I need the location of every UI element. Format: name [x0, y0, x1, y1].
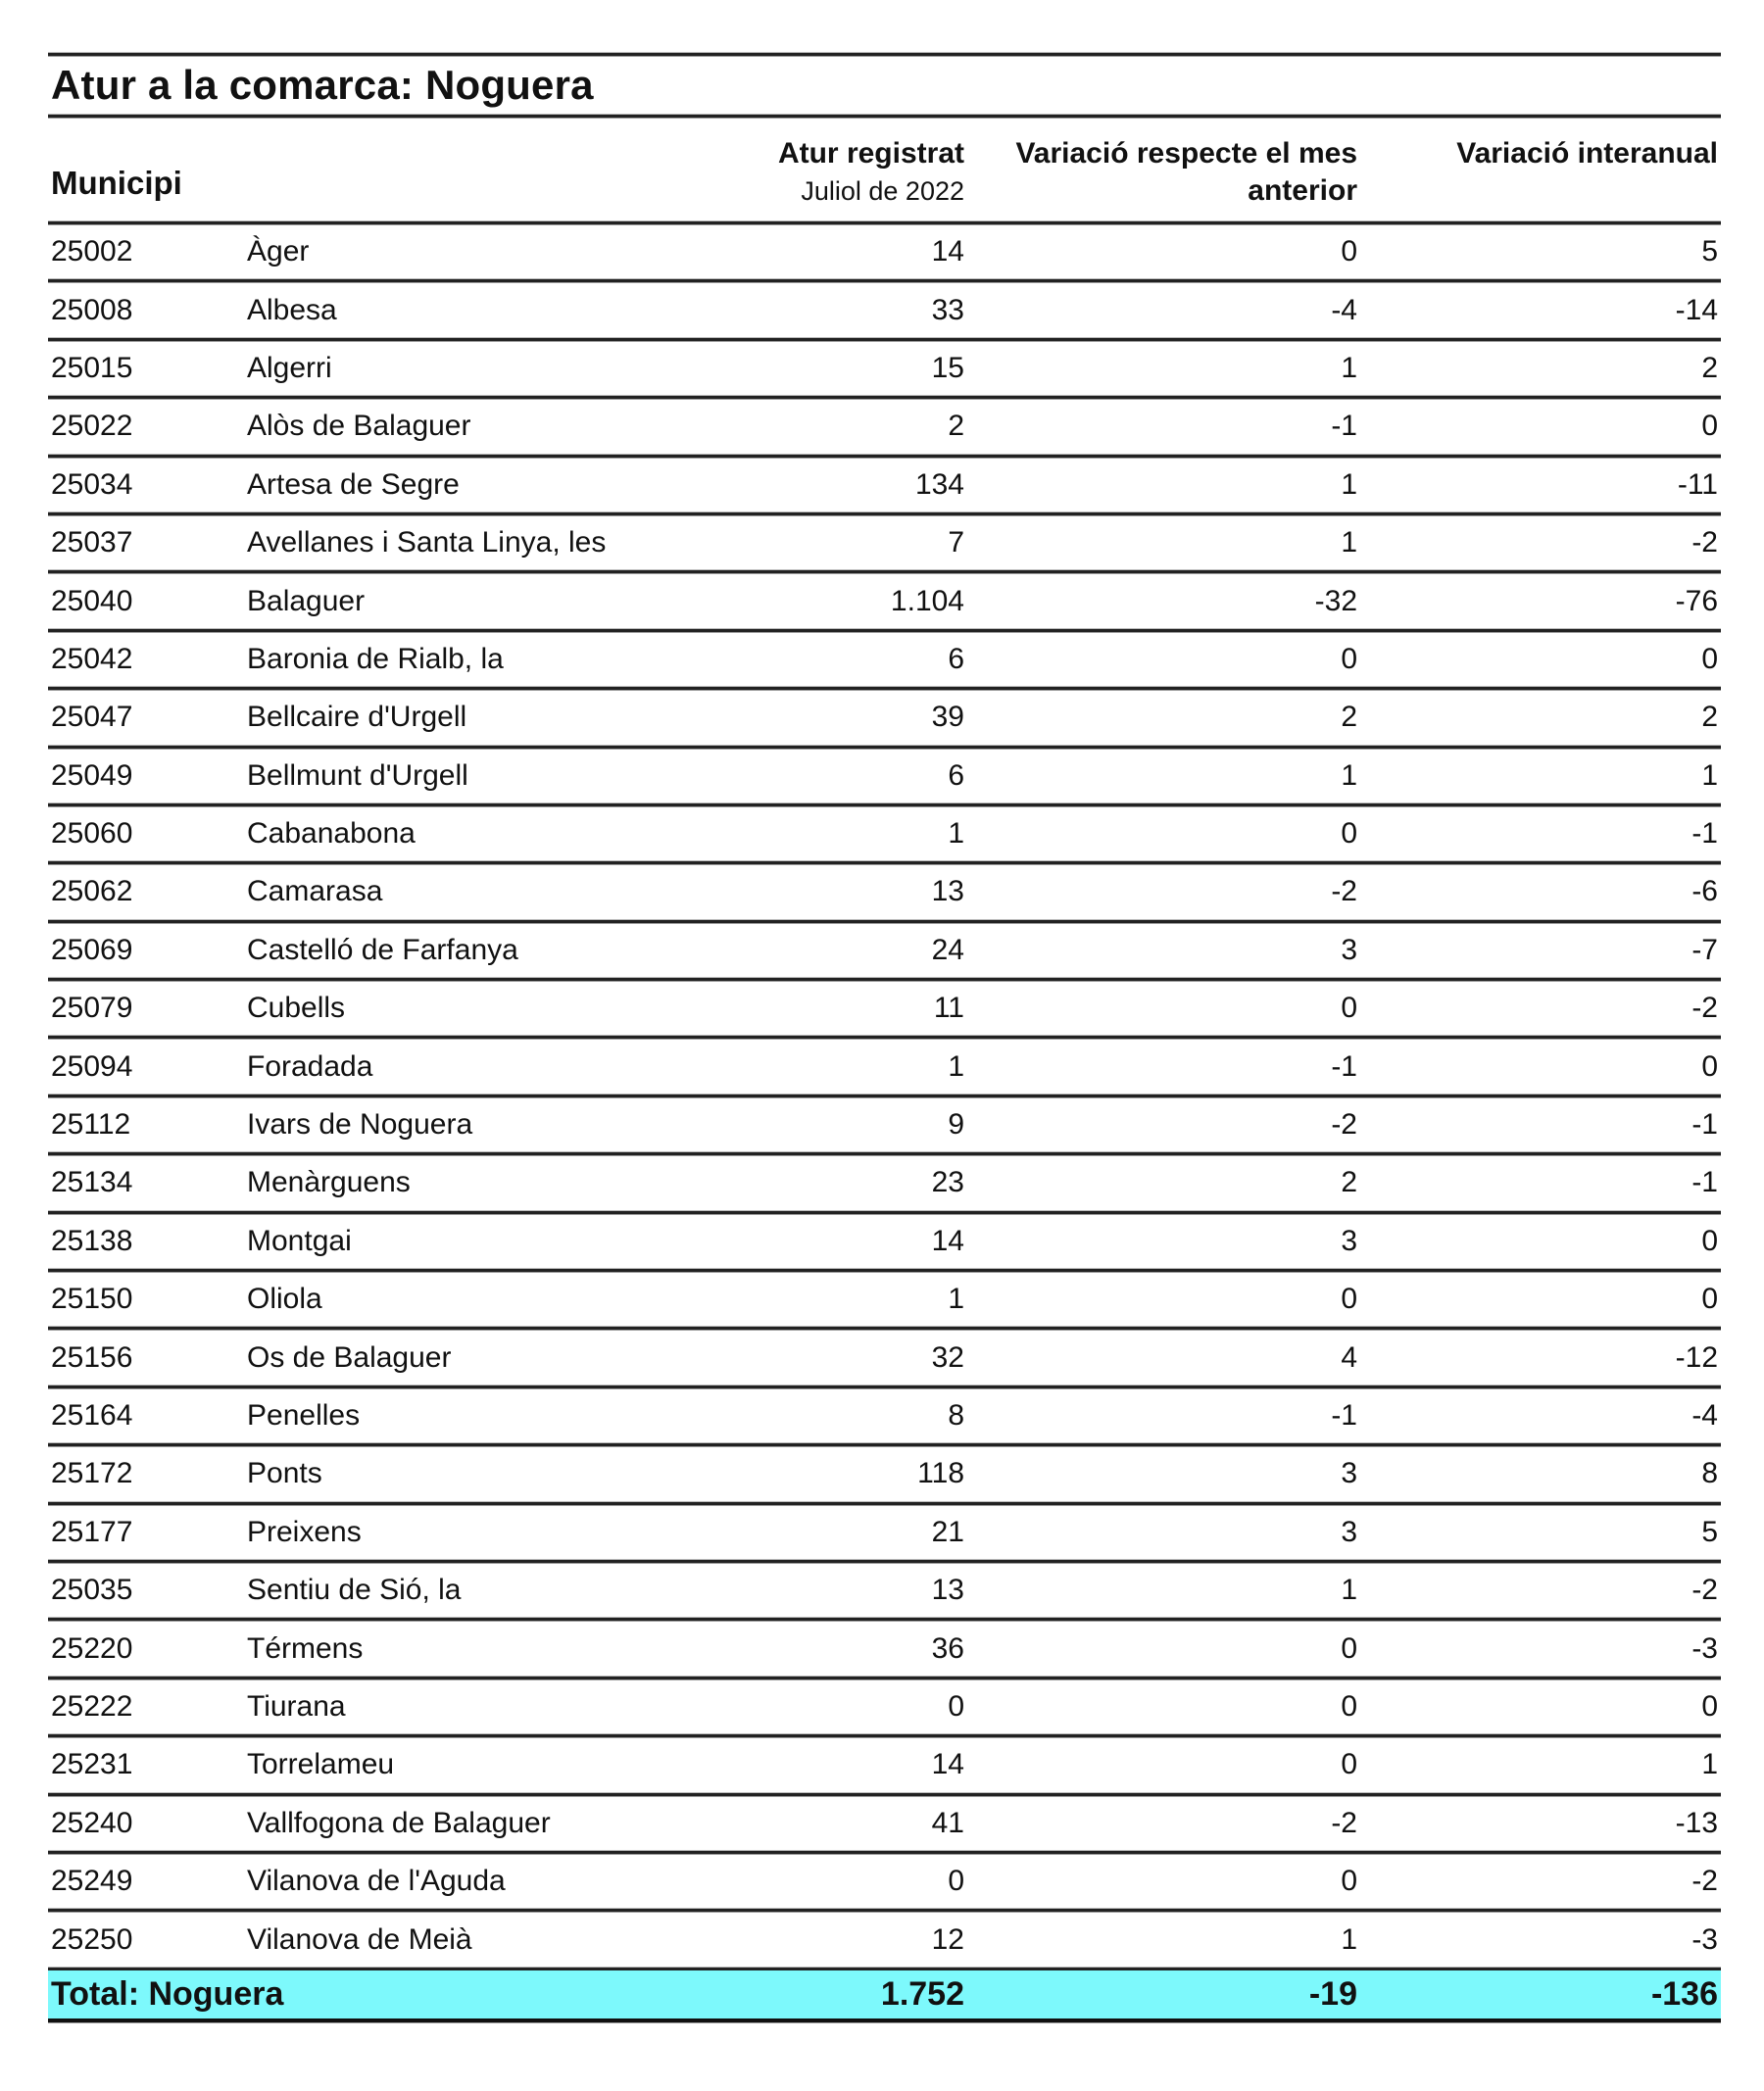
variacio-interanual-value: 1 — [1701, 1748, 1718, 1781]
variacio-interanual-value: -1 — [1691, 817, 1718, 851]
table-row — [48, 1330, 1721, 1385]
municipality-code: 25079 — [51, 992, 133, 1025]
variacio-mes-value: 4 — [1341, 1340, 1357, 1374]
variacio-mes-value: 0 — [1341, 1748, 1357, 1781]
table-row — [48, 749, 1721, 803]
variacio-mes-value: 0 — [1341, 1865, 1357, 1898]
table-row — [48, 690, 1721, 745]
variacio-mes-value: 2 — [1341, 1166, 1357, 1199]
total-atur: 1.752 — [880, 1974, 964, 2013]
municipality-code: 25069 — [51, 933, 133, 966]
municipality-code: 25222 — [51, 1689, 133, 1723]
atur-registrat-value: 14 — [931, 1224, 964, 1257]
municipality-name: Vilanova de Meià — [247, 1922, 472, 1956]
table-title: Atur a la comarca: Noguera — [51, 62, 594, 108]
table-row — [48, 1505, 1721, 1560]
variacio-interanual-value: -7 — [1691, 933, 1718, 966]
municipality-code: 25008 — [51, 293, 133, 326]
variacio-mes-value: 0 — [1341, 1283, 1357, 1316]
municipality-name: Ivars de Noguera — [247, 1108, 473, 1142]
municipality-name: Cabanabona — [247, 817, 416, 851]
atur-registrat-value: 1.104 — [890, 584, 964, 617]
table-row — [48, 515, 1721, 570]
table-row — [48, 341, 1721, 396]
variacio-mes-value: 0 — [1341, 235, 1357, 268]
municipality-name: Os de Balaguer — [247, 1340, 452, 1374]
atur-registrat-value: 1 — [948, 1049, 964, 1083]
variacio-mes-value: 0 — [1341, 1689, 1357, 1723]
variacio-mes-value: -2 — [1331, 1108, 1357, 1142]
municipality-code: 25138 — [51, 1224, 133, 1257]
table-row — [48, 981, 1721, 1036]
variacio-interanual-value: -11 — [1677, 467, 1718, 501]
atur-registrat-value: 14 — [931, 1748, 964, 1781]
table-row — [48, 399, 1721, 454]
municipality-code: 25042 — [51, 642, 133, 675]
municipality-code: 25177 — [51, 1515, 133, 1548]
table-row — [48, 1679, 1721, 1734]
atur-registrat-value: 13 — [931, 1574, 964, 1607]
atur-registrat-value: 0 — [948, 1689, 964, 1723]
atur-registrat-value: 9 — [948, 1108, 964, 1142]
table-row — [48, 1737, 1721, 1792]
variacio-interanual-value: 0 — [1701, 1283, 1718, 1316]
variacio-mes-value: 0 — [1341, 1631, 1357, 1665]
table-header — [48, 118, 1721, 221]
unemployment-table — [48, 53, 1721, 2022]
bottom-rule — [48, 2018, 1721, 2022]
variacio-mes-value: -1 — [1331, 1049, 1357, 1083]
municipality-name: Bellcaire d'Urgell — [247, 701, 467, 734]
municipality-code: 25047 — [51, 701, 133, 734]
atur-registrat-value: 15 — [931, 351, 964, 384]
variacio-interanual-value: 8 — [1701, 1457, 1718, 1490]
header-atur-label: Atur registrat — [777, 137, 964, 170]
atur-registrat-value: 14 — [931, 235, 964, 268]
municipality-code: 25220 — [51, 1631, 133, 1665]
variacio-mes-value: 3 — [1341, 1224, 1357, 1257]
atur-registrat-value: 7 — [948, 526, 964, 559]
municipality-name: Baronia de Rialb, la — [247, 642, 504, 675]
municipality-name: Vallfogona de Balaguer — [247, 1806, 551, 1839]
header-municipi: Municipi — [51, 165, 182, 201]
variacio-mes-value: 0 — [1341, 642, 1357, 675]
municipality-name: Camarasa — [247, 875, 383, 908]
municipality-code: 25112 — [51, 1108, 131, 1142]
table-row — [48, 1563, 1721, 1618]
variacio-mes-value: 1 — [1341, 467, 1357, 501]
atur-registrat-value: 1 — [948, 1283, 964, 1316]
municipality-code: 25156 — [51, 1340, 133, 1374]
municipality-code: 25037 — [51, 526, 133, 559]
variacio-mes-value: 3 — [1341, 1515, 1357, 1548]
variacio-mes-value: -4 — [1331, 293, 1357, 326]
table-row — [48, 1388, 1721, 1443]
municipality-code: 25094 — [51, 1049, 133, 1083]
variacio-interanual-value: -12 — [1675, 1340, 1718, 1374]
atur-registrat-value: 134 — [914, 467, 964, 501]
total-label: Total: Noguera — [51, 1974, 284, 2013]
variacio-mes-value: -1 — [1331, 1399, 1357, 1432]
municipality-code: 25249 — [51, 1865, 133, 1898]
table-row — [48, 1854, 1721, 1909]
municipality-name: Vilanova de l'Aguda — [247, 1865, 506, 1898]
municipality-name: Castelló de Farfanya — [247, 933, 518, 966]
variacio-interanual-value: 0 — [1701, 1689, 1718, 1723]
header-atur-period: Juliol de 2022 — [801, 176, 964, 206]
header-atur-registrat — [778, 135, 964, 210]
municipality-name: Oliola — [247, 1283, 322, 1316]
variacio-interanual-value: -2 — [1691, 526, 1718, 559]
variacio-interanual-value: 5 — [1701, 235, 1718, 268]
table-row — [48, 282, 1721, 337]
atur-registrat-value: 23 — [931, 1166, 964, 1199]
atur-registrat-value: 118 — [917, 1457, 964, 1490]
variacio-interanual-value: -4 — [1691, 1399, 1718, 1432]
municipality-code: 25049 — [51, 758, 133, 792]
variacio-interanual-value: 0 — [1701, 1224, 1718, 1257]
table-row — [48, 1214, 1721, 1269]
atur-registrat-value: 24 — [931, 933, 964, 966]
municipality-code: 25240 — [51, 1806, 133, 1839]
variacio-interanual-value: -13 — [1675, 1806, 1718, 1839]
atur-registrat-value: 36 — [931, 1631, 964, 1665]
variacio-interanual-value: -2 — [1691, 1574, 1718, 1607]
municipality-code: 25250 — [51, 1922, 133, 1956]
atur-registrat-value: 6 — [948, 642, 964, 675]
table-body — [48, 224, 1721, 1970]
atur-registrat-value: 13 — [931, 875, 964, 908]
municipality-name: Sentiu de Sió, la — [247, 1574, 462, 1607]
atur-registrat-value: 2 — [948, 410, 964, 443]
total-var-mes: -19 — [1308, 1974, 1357, 2013]
variacio-mes-value: -2 — [1331, 1806, 1357, 1839]
municipality-code: 25062 — [51, 875, 133, 908]
table-row — [48, 923, 1721, 978]
table-row — [48, 1621, 1721, 1676]
municipality-code: 25035 — [51, 1574, 133, 1607]
table-row — [48, 224, 1721, 279]
municipality-name: Tiurana — [247, 1689, 346, 1723]
table-row — [48, 573, 1721, 628]
total-row — [48, 1970, 1721, 2018]
municipality-name: Penelles — [247, 1399, 361, 1432]
variacio-mes-value: 1 — [1341, 758, 1357, 792]
variacio-interanual-value: -6 — [1691, 875, 1718, 908]
header-variacio-mes: Variació respecte el mes anterior — [1015, 137, 1357, 207]
municipality-name: Ponts — [247, 1457, 322, 1490]
table-row — [48, 1272, 1721, 1327]
atur-registrat-value: 41 — [931, 1806, 964, 1839]
variacio-interanual-value: -76 — [1675, 584, 1718, 617]
table-row — [48, 864, 1721, 919]
variacio-interanual-value: 0 — [1701, 410, 1718, 443]
atur-registrat-value: 33 — [931, 293, 964, 326]
municipality-name: Àger — [247, 235, 310, 268]
variacio-mes-value: 3 — [1341, 933, 1357, 966]
municipality-name: Bellmunt d'Urgell — [247, 758, 468, 792]
atur-registrat-value: 0 — [948, 1865, 964, 1898]
table-row — [48, 1039, 1721, 1094]
municipality-name: Artesa de Segre — [247, 467, 460, 501]
municipality-code: 25231 — [51, 1748, 133, 1781]
atur-registrat-value: 1 — [948, 817, 964, 851]
variacio-interanual-value: -2 — [1691, 992, 1718, 1025]
variacio-interanual-value: 5 — [1701, 1515, 1718, 1548]
variacio-mes-value: 2 — [1341, 701, 1357, 734]
header-variacio-interanual: Variació interanual — [1456, 137, 1718, 170]
variacio-mes-value: 1 — [1341, 526, 1357, 559]
atur-registrat-value: 21 — [931, 1515, 964, 1548]
variacio-interanual-value: -2 — [1691, 1865, 1718, 1898]
municipality-code: 25150 — [51, 1283, 133, 1316]
variacio-interanual-value: 0 — [1701, 642, 1718, 675]
municipality-code: 25022 — [51, 410, 133, 443]
municipality-name: Avellanes i Santa Linya, les — [247, 526, 607, 559]
variacio-interanual-value: -14 — [1675, 293, 1718, 326]
atur-registrat-value: 6 — [948, 758, 964, 792]
municipality-name: Albesa — [247, 293, 337, 326]
municipality-code: 25015 — [51, 351, 133, 384]
table-row — [48, 632, 1721, 687]
variacio-mes-value: 0 — [1341, 992, 1357, 1025]
atur-registrat-value: 32 — [931, 1340, 964, 1374]
total-var-interanual: -136 — [1650, 1974, 1718, 2013]
variacio-interanual-value: -1 — [1691, 1166, 1718, 1199]
atur-registrat-value: 11 — [933, 992, 964, 1025]
table-row — [48, 458, 1721, 512]
municipality-name: Alòs de Balaguer — [247, 410, 471, 443]
municipality-name: Preixens — [247, 1515, 362, 1548]
municipality-code: 25134 — [51, 1166, 133, 1199]
variacio-mes-value: 1 — [1341, 1922, 1357, 1956]
municipality-code: 25164 — [51, 1399, 133, 1432]
atur-registrat-value: 12 — [931, 1922, 964, 1956]
table-row — [48, 1155, 1721, 1210]
variacio-mes-value: 1 — [1341, 1574, 1357, 1607]
municipality-code: 25040 — [51, 584, 133, 617]
variacio-interanual-value: 1 — [1701, 758, 1718, 792]
atur-registrat-value: 39 — [931, 701, 964, 734]
municipality-code: 25034 — [51, 467, 133, 501]
municipality-name: Cubells — [247, 992, 346, 1025]
table-row — [48, 1912, 1721, 1967]
variacio-mes-value: 1 — [1341, 351, 1357, 384]
atur-registrat-value: 8 — [948, 1399, 964, 1432]
variacio-mes-value: -1 — [1331, 410, 1357, 443]
table-row — [48, 1097, 1721, 1152]
municipality-name: Algerri — [247, 351, 332, 384]
municipality-name: Balaguer — [247, 584, 366, 617]
table-row — [48, 1796, 1721, 1851]
municipality-name: Foradada — [247, 1049, 373, 1083]
municipality-code: 25172 — [51, 1457, 133, 1490]
municipality-name: Montgai — [247, 1224, 352, 1257]
variacio-mes-value: -2 — [1331, 875, 1357, 908]
variacio-interanual-value: 0 — [1701, 1049, 1718, 1083]
variacio-mes-value: 0 — [1341, 817, 1357, 851]
variacio-mes-value: 3 — [1341, 1457, 1357, 1490]
municipality-code: 25002 — [51, 235, 133, 268]
variacio-mes-value: -32 — [1314, 584, 1357, 617]
municipality-name: Torrelameu — [247, 1748, 395, 1781]
table-row — [48, 806, 1721, 861]
variacio-interanual-value: -3 — [1691, 1922, 1718, 1956]
variacio-interanual-value: 2 — [1701, 351, 1718, 384]
variacio-interanual-value: -1 — [1691, 1108, 1718, 1142]
municipality-name: Térmens — [247, 1631, 364, 1665]
variacio-interanual-value: 2 — [1701, 701, 1718, 734]
municipality-name: Menàrguens — [247, 1166, 411, 1199]
table-row — [48, 1446, 1721, 1501]
municipality-code: 25060 — [51, 817, 133, 851]
variacio-interanual-value: -3 — [1691, 1631, 1718, 1665]
